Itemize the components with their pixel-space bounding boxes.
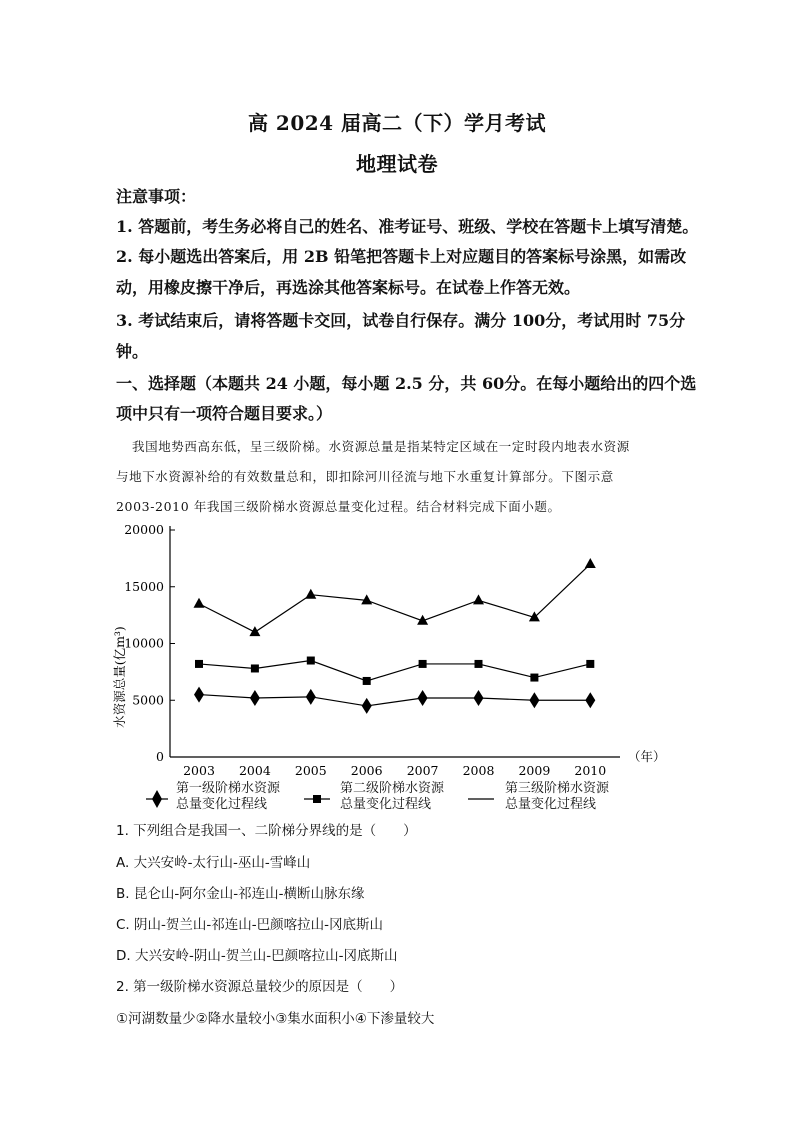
- data-point-square: [419, 660, 427, 668]
- legend-label-second: 第二级阶梯水资源 总量变化过程线: [340, 781, 445, 812]
- series-line-3: [199, 564, 590, 632]
- section-heading-cont: 项中只有一项符合题目要求。）: [116, 404, 333, 423]
- legend-label-third: 第三级阶梯水资源 总量变化过程线: [505, 781, 610, 812]
- data-point-square: [307, 657, 315, 665]
- x-tick-label: 2004: [238, 763, 271, 778]
- data-point-triangle: [249, 626, 260, 636]
- passage-line: 与地下水资源补给的有效数量总和，即扣除河川径流与地下水重复计算部分。下图示意: [116, 469, 614, 484]
- x-tick-label: 2005: [294, 763, 327, 778]
- data-point-square: [363, 677, 371, 685]
- y-tick-label: 20000: [124, 522, 164, 537]
- y-tick-label: 10000: [124, 635, 164, 651]
- legend-square-icon: [302, 790, 332, 808]
- data-point-diamond: [418, 690, 428, 706]
- x-tick-label: 2003: [183, 763, 215, 778]
- data-point-square: [195, 660, 203, 668]
- question-2-statements: ①河湖数量少②降水量较小③集水面积小④下渗量较大: [116, 1011, 435, 1027]
- data-point-triangle: [585, 558, 596, 568]
- x-tick-label: 2010: [574, 763, 607, 778]
- data-point-triangle: [305, 589, 316, 599]
- data-point-square: [586, 660, 594, 668]
- note-line: 3. 考试结束后，请将答题卡交回，试卷自行保存。满分 100分，考试用时 75分: [116, 311, 686, 330]
- question-1-option-d: D. 大兴安岭-阴山-贺兰山-巴颜喀拉山-冈底斯山: [116, 948, 398, 964]
- question-2: 2. 第一级阶梯水资源总量较少的原因是（ ）: [116, 979, 404, 995]
- data-point-square: [530, 674, 538, 682]
- note-line: 动，用橡皮擦干净后，再选涂其他答案标号。在试卷上作答无效。: [116, 278, 581, 297]
- note-line: 1. 答题前，考生务必将自己的姓名、准考证号、班级、学校在答题卡上填写清楚。: [116, 217, 699, 236]
- data-point-triangle: [194, 598, 205, 608]
- x-tick-label: 2007: [406, 763, 439, 778]
- passage-line: 我国地势西高东低，呈三级阶梯。水资源总量是指某特定区域在一定时段内地表水资源: [132, 439, 630, 454]
- exam-title: 高 2024 届高二（下）学月考试: [247, 111, 547, 135]
- question-1-option-c: C. 阴山-贺兰山-祁连山-巴颜喀拉山-冈底斯山: [116, 917, 383, 933]
- notes-heading: 注意事项：: [116, 187, 197, 206]
- y-tick-label: 0: [156, 749, 164, 764]
- passage-line: 2003-2010 年我国三级阶梯水资源总量变化过程。结合材料完成下面小题。: [116, 499, 561, 514]
- data-point-triangle: [361, 594, 372, 604]
- x-tick-label: 2009: [518, 763, 551, 778]
- x-tick-label: 2006: [350, 763, 383, 778]
- data-point-square: [475, 660, 483, 668]
- exam-subtitle: 地理试卷: [356, 152, 438, 176]
- data-point-diamond: [362, 698, 372, 714]
- water-resources-chart: [110, 520, 680, 778]
- x-axis-label: （年）: [628, 749, 666, 764]
- legend-label-first: 第一级阶梯水资源 总量变化过程线: [176, 781, 281, 812]
- legend-diamond-icon: [146, 788, 168, 810]
- data-point-diamond: [585, 692, 595, 708]
- question-1: 1. 下列组合是我国一、二阶梯分界线的是（ ）: [116, 823, 417, 839]
- y-axis-label: 水资源总量(亿m³): [112, 626, 127, 728]
- data-point-square: [251, 664, 259, 672]
- data-point-diamond: [194, 687, 204, 703]
- section-heading: 一、选择题（本题共 24 小题，每小题 2.5 分，共 60分。在每小题给出的四个选: [116, 374, 697, 393]
- y-tick-label: 5000: [132, 692, 164, 708]
- note-line: 钟。: [116, 342, 149, 361]
- legend-line-icon: [466, 790, 496, 808]
- question-1-option-a: A. 大兴安岭-太行山-巫山-雪峰山: [116, 855, 311, 871]
- note-line: 2. 每小题选出答案后，用 2B 铅笔把答题卡上对应题目的答案标号涂黑，如需改: [116, 247, 687, 266]
- y-tick-label: 15000: [124, 578, 164, 594]
- data-point-diamond: [474, 690, 484, 706]
- x-tick-label: 2008: [462, 763, 495, 778]
- data-point-diamond: [250, 690, 260, 706]
- data-point-diamond: [306, 689, 316, 705]
- data-point-diamond: [529, 692, 539, 708]
- question-1-option-b: B. 昆仑山-阿尔金山-祁连山-横断山脉东缘: [116, 886, 365, 902]
- data-point-triangle: [473, 594, 484, 604]
